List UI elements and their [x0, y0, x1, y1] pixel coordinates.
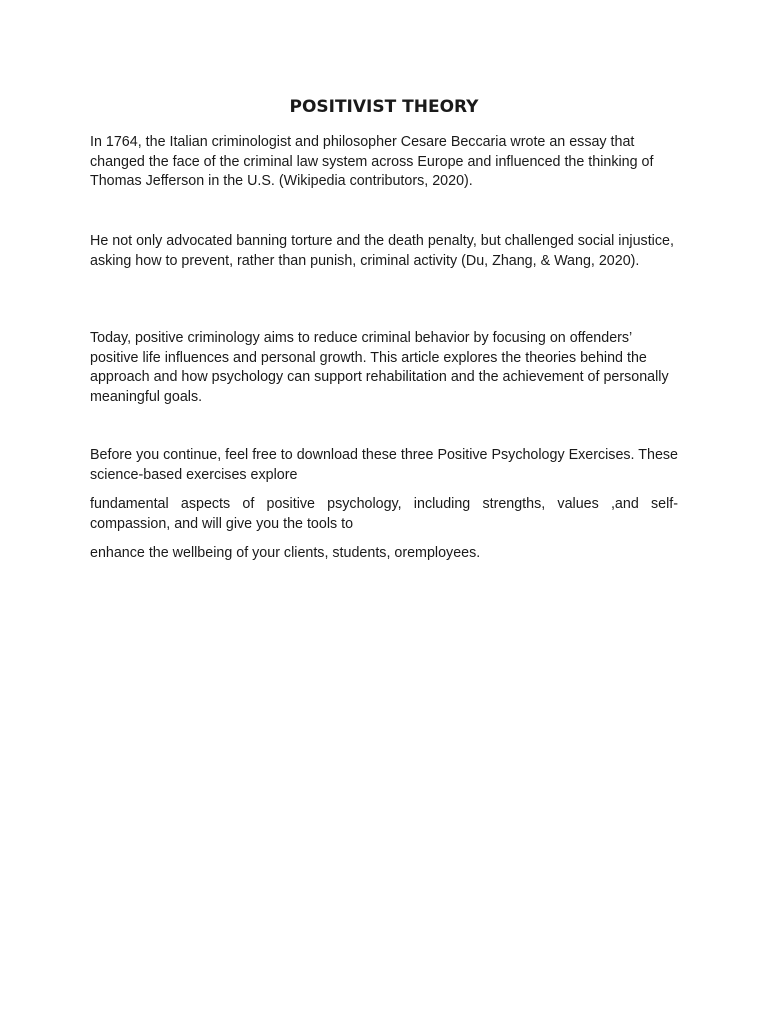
paragraph-fundamental-aspects: fundamental aspects of positive psychology, including strengths, values ,and self-compassion, and will give you the tools to	[90, 496, 678, 532]
paragraph-enhance-wellbeing: enhance the wellbeing of your clients, students, oremployees.	[90, 545, 481, 561]
document-title: POSITIVIST THEORY	[289, 97, 479, 117]
paragraph-advocated-banning-torture: He not only advocated banning torture and the death penalty, but challenged social injustice, asking how to prevent, rather than punish, criminal activity (Du, Zhang, & Wang, 2020).	[90, 233, 674, 269]
paragraph-beccaria-essay: In 1764, the Italian criminologist and philosopher Cesare Beccaria wrote an essay that changed the face of the criminal law system across Europe and influenced the thinking of Thomas Jefferson in the U.S. (Wikipedia contributors, 2020).	[90, 134, 654, 189]
paragraph-download-exercises: Before you continue, feel free to download these three Positive Psychology Exercises. These science-based exercises explore	[90, 447, 678, 483]
paragraph-positive-criminology: Today, positive criminology aims to reduce criminal behavior by focusing on offenders’ positive life influences and personal growth. This article explores the theories behind the approach and how psychology can support rehabilitation and the achievement of personally meaningful goals.	[90, 330, 669, 405]
